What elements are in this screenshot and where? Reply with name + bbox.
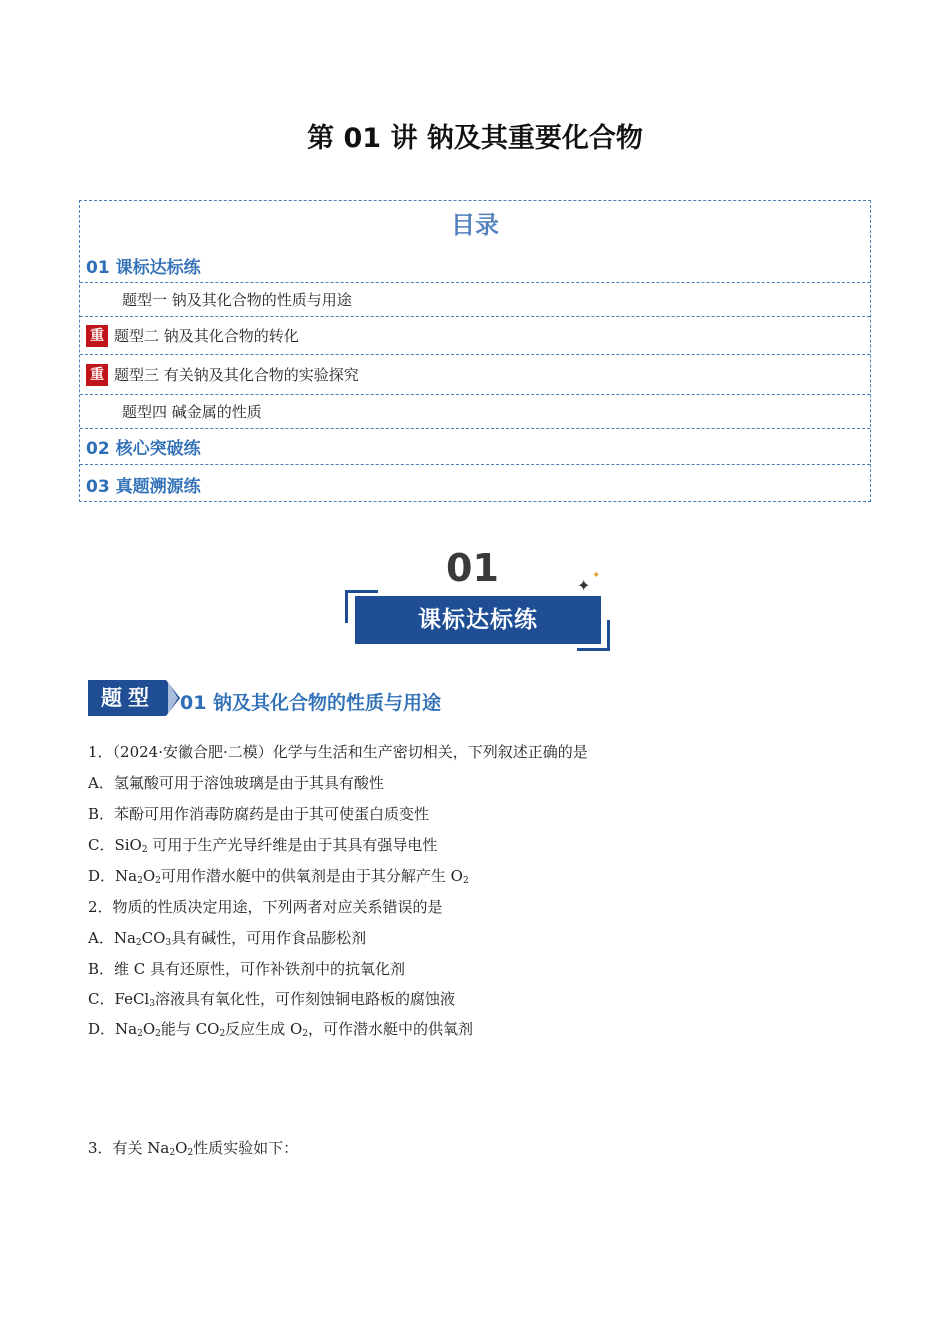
question-text: 1．（2024·安徽合肥·二模）化学与生活和生产密切相关，下列叙述正确的是: [88, 743, 588, 761]
option-text: A．Na: [88, 929, 136, 947]
option-text: A．氢氟酸可用于溶蚀玻璃是由于其具有酸性: [88, 774, 384, 792]
option-text: CO: [141, 929, 166, 947]
toc-section-03[interactable]: [80, 465, 870, 501]
option-text: 反应生成 O: [225, 1020, 303, 1038]
question-3-stem: [88, 1137, 298, 1158]
toc-item-type-1[interactable]: [80, 283, 870, 317]
important-badge: 重: [86, 325, 108, 347]
option-text: C．SiO: [88, 836, 142, 854]
sparkle-icon: ✦: [577, 576, 591, 595]
option-text: C．FeCl: [88, 990, 150, 1008]
option-text: B．苯酚可用作消毒防腐药是由于其可使蛋白质变性: [88, 805, 430, 823]
question-2-option-d[interactable]: [88, 1018, 473, 1039]
question-2-option-a[interactable]: [88, 927, 366, 948]
option-text: D．Na: [88, 867, 138, 885]
option-text: 可用作潜水艇中的供氧剂是由于其分解产生 O: [160, 867, 463, 885]
subscript: 2: [169, 1148, 176, 1158]
subscript: 3: [165, 938, 172, 948]
option-text: 能与 CO: [160, 1020, 220, 1038]
toc-heading: 目录: [451, 211, 499, 239]
important-badge: 重: [86, 364, 108, 386]
question-text: 3．有关 Na: [88, 1139, 170, 1157]
section-number: 01: [446, 546, 499, 590]
table-of-contents: [79, 200, 871, 502]
option-text: 可用于生产光导纤维是由于其具有强导电性: [152, 836, 438, 854]
question-text: 性质实验如下：: [193, 1139, 299, 1157]
question-1-stem: [88, 741, 588, 762]
option-text: 溶液具有氧化性，可作刻蚀铜电路板的腐蚀液: [154, 990, 455, 1008]
toc-item-label: 题型四 碱金属的性质: [122, 403, 262, 421]
subscript: 2: [187, 1148, 194, 1158]
subscript: 2: [462, 876, 469, 886]
section-banner: [345, 546, 610, 656]
subscript: 2: [135, 938, 142, 948]
option-text: ，可作潜水艇中的供氧剂: [307, 1020, 473, 1038]
question-text: O: [175, 1139, 188, 1157]
question-1-option-d[interactable]: [88, 865, 469, 886]
toc-section-01[interactable]: [80, 253, 870, 283]
option-text: B．维 C 具有还原性，可作补铁剂中的抗氧化剂: [88, 960, 406, 978]
subscript: 2: [302, 1029, 308, 1039]
toc-item-type-4[interactable]: [80, 395, 870, 429]
toc-item-type-3[interactable]: [80, 355, 870, 395]
option-text: D．Na: [88, 1020, 138, 1038]
toc-section-label: 02 核心突破练: [86, 439, 201, 459]
question-2-option-c[interactable]: [88, 988, 455, 1009]
option-text: 具有碱性，可用作食品膨松剂: [171, 929, 367, 947]
toc-item-type-2[interactable]: [80, 317, 870, 355]
sparkle-icon: ✦: [592, 570, 601, 581]
toc-item-label: 题型三 有关钠及其化合物的实验探究: [114, 366, 359, 384]
tag-label: 题型: [101, 685, 155, 710]
toc-section-label: 01 课标达标练: [86, 258, 201, 278]
question-type-tag: [88, 680, 180, 716]
toc-item-label: 题型一 钠及其化合物的性质与用途: [122, 291, 352, 309]
subscript: 2: [155, 1029, 161, 1039]
question-1-option-a[interactable]: [88, 772, 384, 793]
subscript: 2: [219, 1029, 226, 1039]
section-label: 课标达标练: [355, 596, 601, 644]
question-1-option-c[interactable]: [88, 834, 437, 855]
question-1-option-b[interactable]: [88, 803, 429, 824]
question-type-title: 01 钠及其化合物的性质与用途: [180, 692, 442, 714]
toc-item-label: 题型二 钠及其化合物的转化: [114, 327, 299, 345]
subscript: 2: [137, 876, 143, 886]
toc-section-label: 03 真题溯源练: [86, 477, 201, 497]
option-text: O: [142, 867, 156, 885]
subscript: 3: [149, 999, 155, 1009]
toc-section-02[interactable]: [80, 429, 870, 465]
subscript: 2: [155, 876, 161, 886]
subscript: 2: [137, 1029, 143, 1039]
option-text: O: [142, 1020, 156, 1038]
subscript: 2: [141, 845, 148, 855]
page-title: 第 01 讲 钠及其重要化合物: [307, 123, 643, 154]
question-text: 2．物质的性质决定用途，下列两者对应关系错误的是: [88, 898, 443, 916]
question-2-stem: [88, 896, 443, 917]
question-2-option-b[interactable]: [88, 958, 405, 979]
